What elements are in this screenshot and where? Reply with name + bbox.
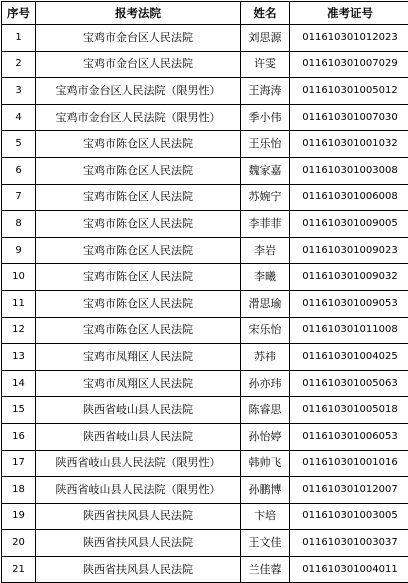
- table-row: [2, 397, 408, 424]
- cell-id: 011610301007029: [290, 51, 408, 78]
- cell-name: 滑思瑜: [241, 290, 290, 317]
- cell-id: 011610301005018: [290, 397, 408, 424]
- cell-name: 卞培: [241, 503, 290, 530]
- cell-seq: 3: [2, 78, 36, 105]
- cell-name: 孙亦玮: [241, 370, 290, 397]
- table-row: [2, 450, 408, 477]
- cell-id: 011610301009005: [290, 211, 408, 238]
- cell-id: 011610301001016: [290, 450, 408, 477]
- table-row: [2, 477, 408, 504]
- cell-seq: 14: [2, 370, 36, 397]
- cell-court: 宝鸡市金台区人民法院: [36, 25, 241, 52]
- cell-id: 011610301009053: [290, 290, 408, 317]
- cell-court: 宝鸡市陈仓区人民法院: [36, 157, 241, 184]
- cell-id: 011610301006053: [290, 423, 408, 450]
- cell-seq: 16: [2, 423, 36, 450]
- cell-id: 011610301006008: [290, 184, 408, 211]
- cell-court: 陕西省岐山县人民法院: [36, 397, 241, 424]
- cell-id: 011610301011008: [290, 317, 408, 344]
- cell-seq: 18: [2, 477, 36, 504]
- cell-name: 李岩: [241, 237, 290, 264]
- cell-court: 陕西省岐山县人民法院（限男性）: [36, 450, 241, 477]
- cell-court: 宝鸡市陈仓区人民法院: [36, 317, 241, 344]
- cell-id: 011610301004025: [290, 344, 408, 371]
- cell-name: 李曦: [241, 264, 290, 291]
- cell-name: 韩帅飞: [241, 450, 290, 477]
- cell-court: 宝鸡市陈仓区人民法院: [36, 131, 241, 158]
- table-header: [2, 2, 408, 25]
- cell-seq: 2: [2, 51, 36, 78]
- cell-court: 陕西省岐山县人民法院: [36, 423, 241, 450]
- header-court: 报考法院: [36, 2, 241, 25]
- table-row: [2, 530, 408, 557]
- cell-seq: 9: [2, 237, 36, 264]
- header-name: 姓名: [241, 2, 290, 25]
- table-row: [2, 264, 408, 291]
- cell-id: 011610301003008: [290, 157, 408, 184]
- cell-seq: 11: [2, 290, 36, 317]
- cell-court: 宝鸡市凤翔区人民法院: [36, 370, 241, 397]
- cell-id: 011610301012023: [290, 25, 408, 52]
- cell-id: 011610301005063: [290, 370, 408, 397]
- cell-id: 011610301009023: [290, 237, 408, 264]
- cell-name: 许雯: [241, 51, 290, 78]
- cell-seq: 10: [2, 264, 36, 291]
- cell-name: 苏祎: [241, 344, 290, 371]
- table-body: [2, 25, 408, 583]
- table-row: [2, 237, 408, 264]
- cell-court: 陕西省扶风县人民法院: [36, 503, 241, 530]
- cell-court: 宝鸡市金台区人民法院（限男性）: [36, 78, 241, 105]
- cell-court: 宝鸡市金台区人民法院: [36, 51, 241, 78]
- table-row: [2, 25, 408, 52]
- table-row: [2, 503, 408, 530]
- table-row: [2, 78, 408, 105]
- cell-id: 011610301009032: [290, 264, 408, 291]
- cell-seq: 6: [2, 157, 36, 184]
- cell-id: 011610301004011: [290, 556, 408, 583]
- table-row: [2, 370, 408, 397]
- header-id: 准考证号: [290, 2, 408, 25]
- cell-id: 011610301003037: [290, 530, 408, 557]
- cell-id: 011610301001032: [290, 131, 408, 158]
- cell-name: 兰佳蓉: [241, 556, 290, 583]
- cell-seq: 12: [2, 317, 36, 344]
- table-row: [2, 556, 408, 583]
- cell-seq: 1: [2, 25, 36, 52]
- table-row: [2, 104, 408, 131]
- cell-seq: 17: [2, 450, 36, 477]
- cell-court: 宝鸡市陈仓区人民法院: [36, 264, 241, 291]
- cell-name: 王海涛: [241, 78, 290, 105]
- cell-seq: 4: [2, 104, 36, 131]
- cell-court: 陕西省扶风县人民法院: [36, 556, 241, 583]
- cell-court: 宝鸡市陈仓区人民法院: [36, 237, 241, 264]
- cell-name: 季小伟: [241, 104, 290, 131]
- cell-name: 孙怡婷: [241, 423, 290, 450]
- table-row: [2, 211, 408, 238]
- cell-court: 宝鸡市陈仓区人民法院: [36, 290, 241, 317]
- cell-name: 刘思源: [241, 25, 290, 52]
- cell-name: 王文佳: [241, 530, 290, 557]
- table-row: [2, 184, 408, 211]
- cell-seq: 8: [2, 211, 36, 238]
- cell-seq: 5: [2, 131, 36, 158]
- cell-seq: 7: [2, 184, 36, 211]
- cell-court: 陕西省扶风县人民法院: [36, 530, 241, 557]
- table-row: [2, 344, 408, 371]
- table-row: [2, 317, 408, 344]
- cell-id: 011610301003005: [290, 503, 408, 530]
- table-row: [2, 131, 408, 158]
- cell-name: 魏家嘉: [241, 157, 290, 184]
- cell-court: 宝鸡市金台区人民法院（限男性）: [36, 104, 241, 131]
- cell-court: 宝鸡市凤翔区人民法院: [36, 344, 241, 371]
- cell-seq: 21: [2, 556, 36, 583]
- cell-name: 宋乐怡: [241, 317, 290, 344]
- cell-name: 王乐怡: [241, 131, 290, 158]
- cell-seq: 19: [2, 503, 36, 530]
- cell-seq: 15: [2, 397, 36, 424]
- header-seq: 序号: [2, 2, 36, 25]
- cell-name: 陈睿思: [241, 397, 290, 424]
- cell-court: 宝鸡市陈仓区人民法院: [36, 184, 241, 211]
- table-row: [2, 51, 408, 78]
- table-row: [2, 157, 408, 184]
- cell-id: 011610301005012: [290, 78, 408, 105]
- cell-id: 011610301007030: [290, 104, 408, 131]
- table-row: [2, 423, 408, 450]
- cell-id: 011610301012007: [290, 477, 408, 504]
- header-row: [2, 2, 408, 25]
- cell-name: 李菲菲: [241, 211, 290, 238]
- cell-seq: 13: [2, 344, 36, 371]
- cell-court: 陕西省岐山县人民法院（限男性）: [36, 477, 241, 504]
- cell-name: 孙鹏博: [241, 477, 290, 504]
- cell-name: 苏婉宁: [241, 184, 290, 211]
- cell-court: 宝鸡市陈仓区人民法院: [36, 211, 241, 238]
- candidate-table: [1, 1, 408, 583]
- table-row: [2, 290, 408, 317]
- cell-seq: 20: [2, 530, 36, 557]
